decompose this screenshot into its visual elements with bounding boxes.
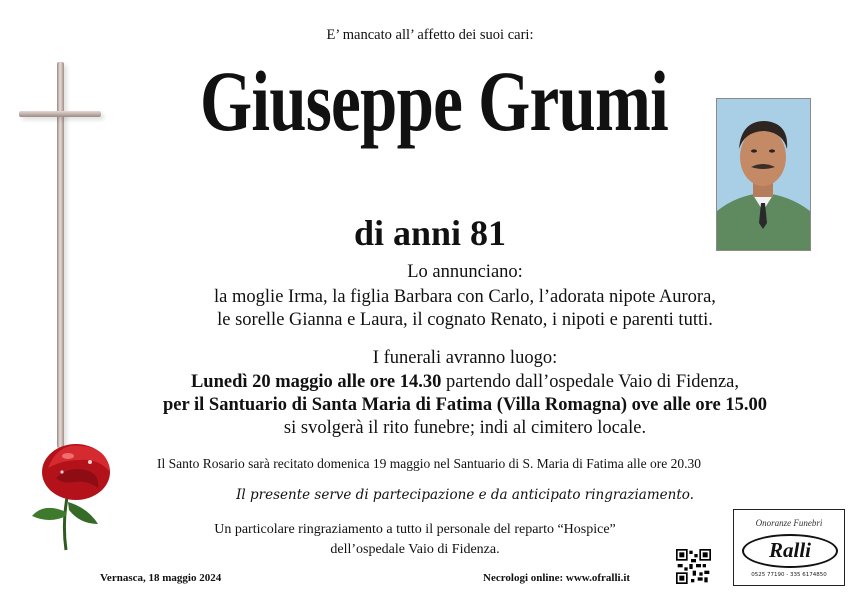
funeral-heading: I funerali avranno luogo: [372, 348, 558, 368]
funeral-departure: partendo dall’ospedale Vaio di Fidenza, [441, 372, 740, 392]
participation-notice: Il presente serve di partecipazione e da anticipato ringraziamento. [236, 487, 694, 503]
announce-line-1: la moglie Irma, la figlia Barbara con Carlo, l’adorata nipote Aurora, [214, 287, 716, 307]
place-date: Vernasca, 18 maggio 2024 [100, 572, 222, 584]
logo-subtitle: Onoranze Funebri [755, 518, 823, 528]
cross-crossbar [19, 111, 101, 117]
intro-text: E’ mancato all’ affetto dei suoi cari: [326, 27, 534, 43]
deceased-name: Giuseppe Grumi [199, 53, 668, 149]
funeral-home-logo [733, 509, 845, 586]
qr-code-icon [676, 549, 711, 584]
portrait-photo [716, 98, 811, 251]
online-link[interactable]: Necrologi online: www.ofralli.it [483, 572, 631, 584]
thanks-line-1: Un particolare ringraziamento a tutto il personale del reparto “Hospice” [214, 522, 616, 537]
deceased-age: di anni 81 [353, 213, 507, 253]
funeral-line-3: si svolgerà il rito funebre; indi al cimitero locale. [283, 418, 647, 438]
funeral-line-1 [80, 373, 850, 392]
cross-icon [57, 62, 64, 448]
funeral-line-2: per il Santuario di Santa Maria di Fatima (Villa Romagna) ove alle ore 15.00 [163, 395, 767, 415]
announce-line-2: le sorelle Gianna e Laura, il cognato Renato, i nipoti e parenti tutti. [217, 310, 713, 330]
funeral-date: Lunedì 20 maggio alle ore 14.30 [190, 372, 442, 392]
thanks-line-2: dell’ospedale Vaio di Fidenza. [330, 542, 500, 557]
announce-heading: Lo annunciano: [407, 262, 523, 282]
logo-phones: 0525 77190 - 335 6174850 [751, 572, 827, 578]
rosary-text: Il Santo Rosario sarà recitato domenica 19 maggio nel Santuario di S. Maria di Fatima alle ore 20.30 [157, 456, 701, 471]
logo-brand: Ralli [742, 534, 838, 568]
